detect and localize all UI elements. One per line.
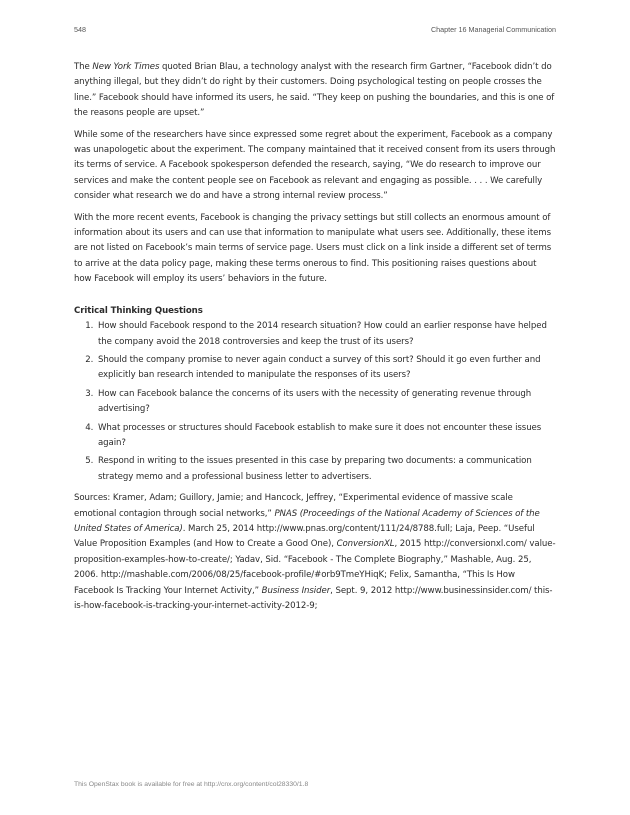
page-body (74, 60, 556, 620)
paragraph-1-lead: The (74, 62, 93, 72)
chapter-title: Chapter 16 Managerial Communication (430, 25, 556, 34)
source-journal: PNAS (Proceedings of the National Academy of Sciences of the United States of America) (74, 508, 540, 534)
paragraph-2: While some of the researchers have since expressed some regret about the experiment, Facebook as a company was unapologetic about the experiment. The company maintained that it received consent from its users through its terms of service. A Facebook spokesperson defended the research, saying, “We do research to improve our services and make the content people see on Facebook as relevant and engaging as possible. . . . We carefully consider what research we do and have a strong internal review process.” (74, 129, 556, 202)
paragraph-3: With the more recent events, Facebook is changing the privacy settings but still collects an enormous amount of information about its users and can use that information to manipulate what users see. Additionally, these items are not listed on Facebook’s main terms of service page. Users must click on a link inside a different set of terms to arrive at the data policy page, making these terms onerous to find. This positioning raises questions about how Facebook will employ its users’ behaviors in the future. (74, 212, 552, 285)
questions-list (74, 319, 556, 485)
paragraph-1-text: quoted Brian Blau, a technology analyst with the research firm Gartner, “Facebook didn’t do anything illegal, but they didn’t do right by their customers. Doing psychological testing on people crosses the line.” Facebook should have informed its users, he said. “They keep on pushing the boundaries, and this is one of the reasons people are upset.” (74, 62, 555, 119)
source-site: ConversionXL (336, 539, 395, 550)
sources-text: , Sept. 9, 2012 http://www.businessinsider.com/ this-is-how-facebook-is-tracking-your-internet-activity-2012-9; (74, 585, 553, 611)
question-item: 1. How should Facebook respond to the 2014 research situation? How could an earlier response have helped the company avoid the 2018 controversies and keep the trust of its users? (96, 319, 556, 350)
page-number: 548 (74, 25, 86, 34)
publication-name: New York Times (92, 62, 160, 72)
source-site: Business Insider (261, 585, 331, 596)
question-item: 2. Should the company promise to never again conduct a survey of this sort? Should it go even further and explicitly ban research intended to manipulate the responses of its users? (96, 353, 556, 384)
question-item: 5. Respond in writing to the issues presented in this case by preparing two documents: a communication strategy memo and a professional business letter to advertisers. (96, 454, 556, 485)
sources-text: , 2015 http://conversionxl.com/ value-proposition-examples-how-to-create/; Yadav, Sid. “Facebook - The Complete Biography,” Mashable, Aug. 25, 2006. http://mashable.com/2006/08/25/facebook-profile/#orb9TmeYHiqK; Felix, Samantha, “This Is How Facebook Is Tracking Your Internet Activity,” (74, 539, 556, 596)
page-footer: This OpenStax book is available for free at http://cnx.org/content/col28330/1.8 (74, 781, 309, 788)
paragraph-1 (74, 60, 556, 122)
questions-heading: Critical Thinking Questions (74, 305, 203, 316)
sources-paragraph (74, 491, 556, 614)
sources-text: Sources: Kramer, Adam; Guillory, Jamie; and Hancock, Jeffrey, “Experimental evidence of massive scale emotional contagion through social networks,” (74, 493, 513, 519)
question-item: 4. What processes or structures should Facebook establish to make sure it does not encounter these issues again? (96, 421, 556, 452)
sources-text: . March 25, 2014 http://www.pnas.org/content/111/24/8788.full; Laja, Peep. “Useful Value Proposition Examples (and How to Create a Good One), (74, 523, 535, 550)
question-item: 3. How can Facebook balance the concerns of its users with the necessity of generating revenue through advertising? (96, 387, 556, 418)
